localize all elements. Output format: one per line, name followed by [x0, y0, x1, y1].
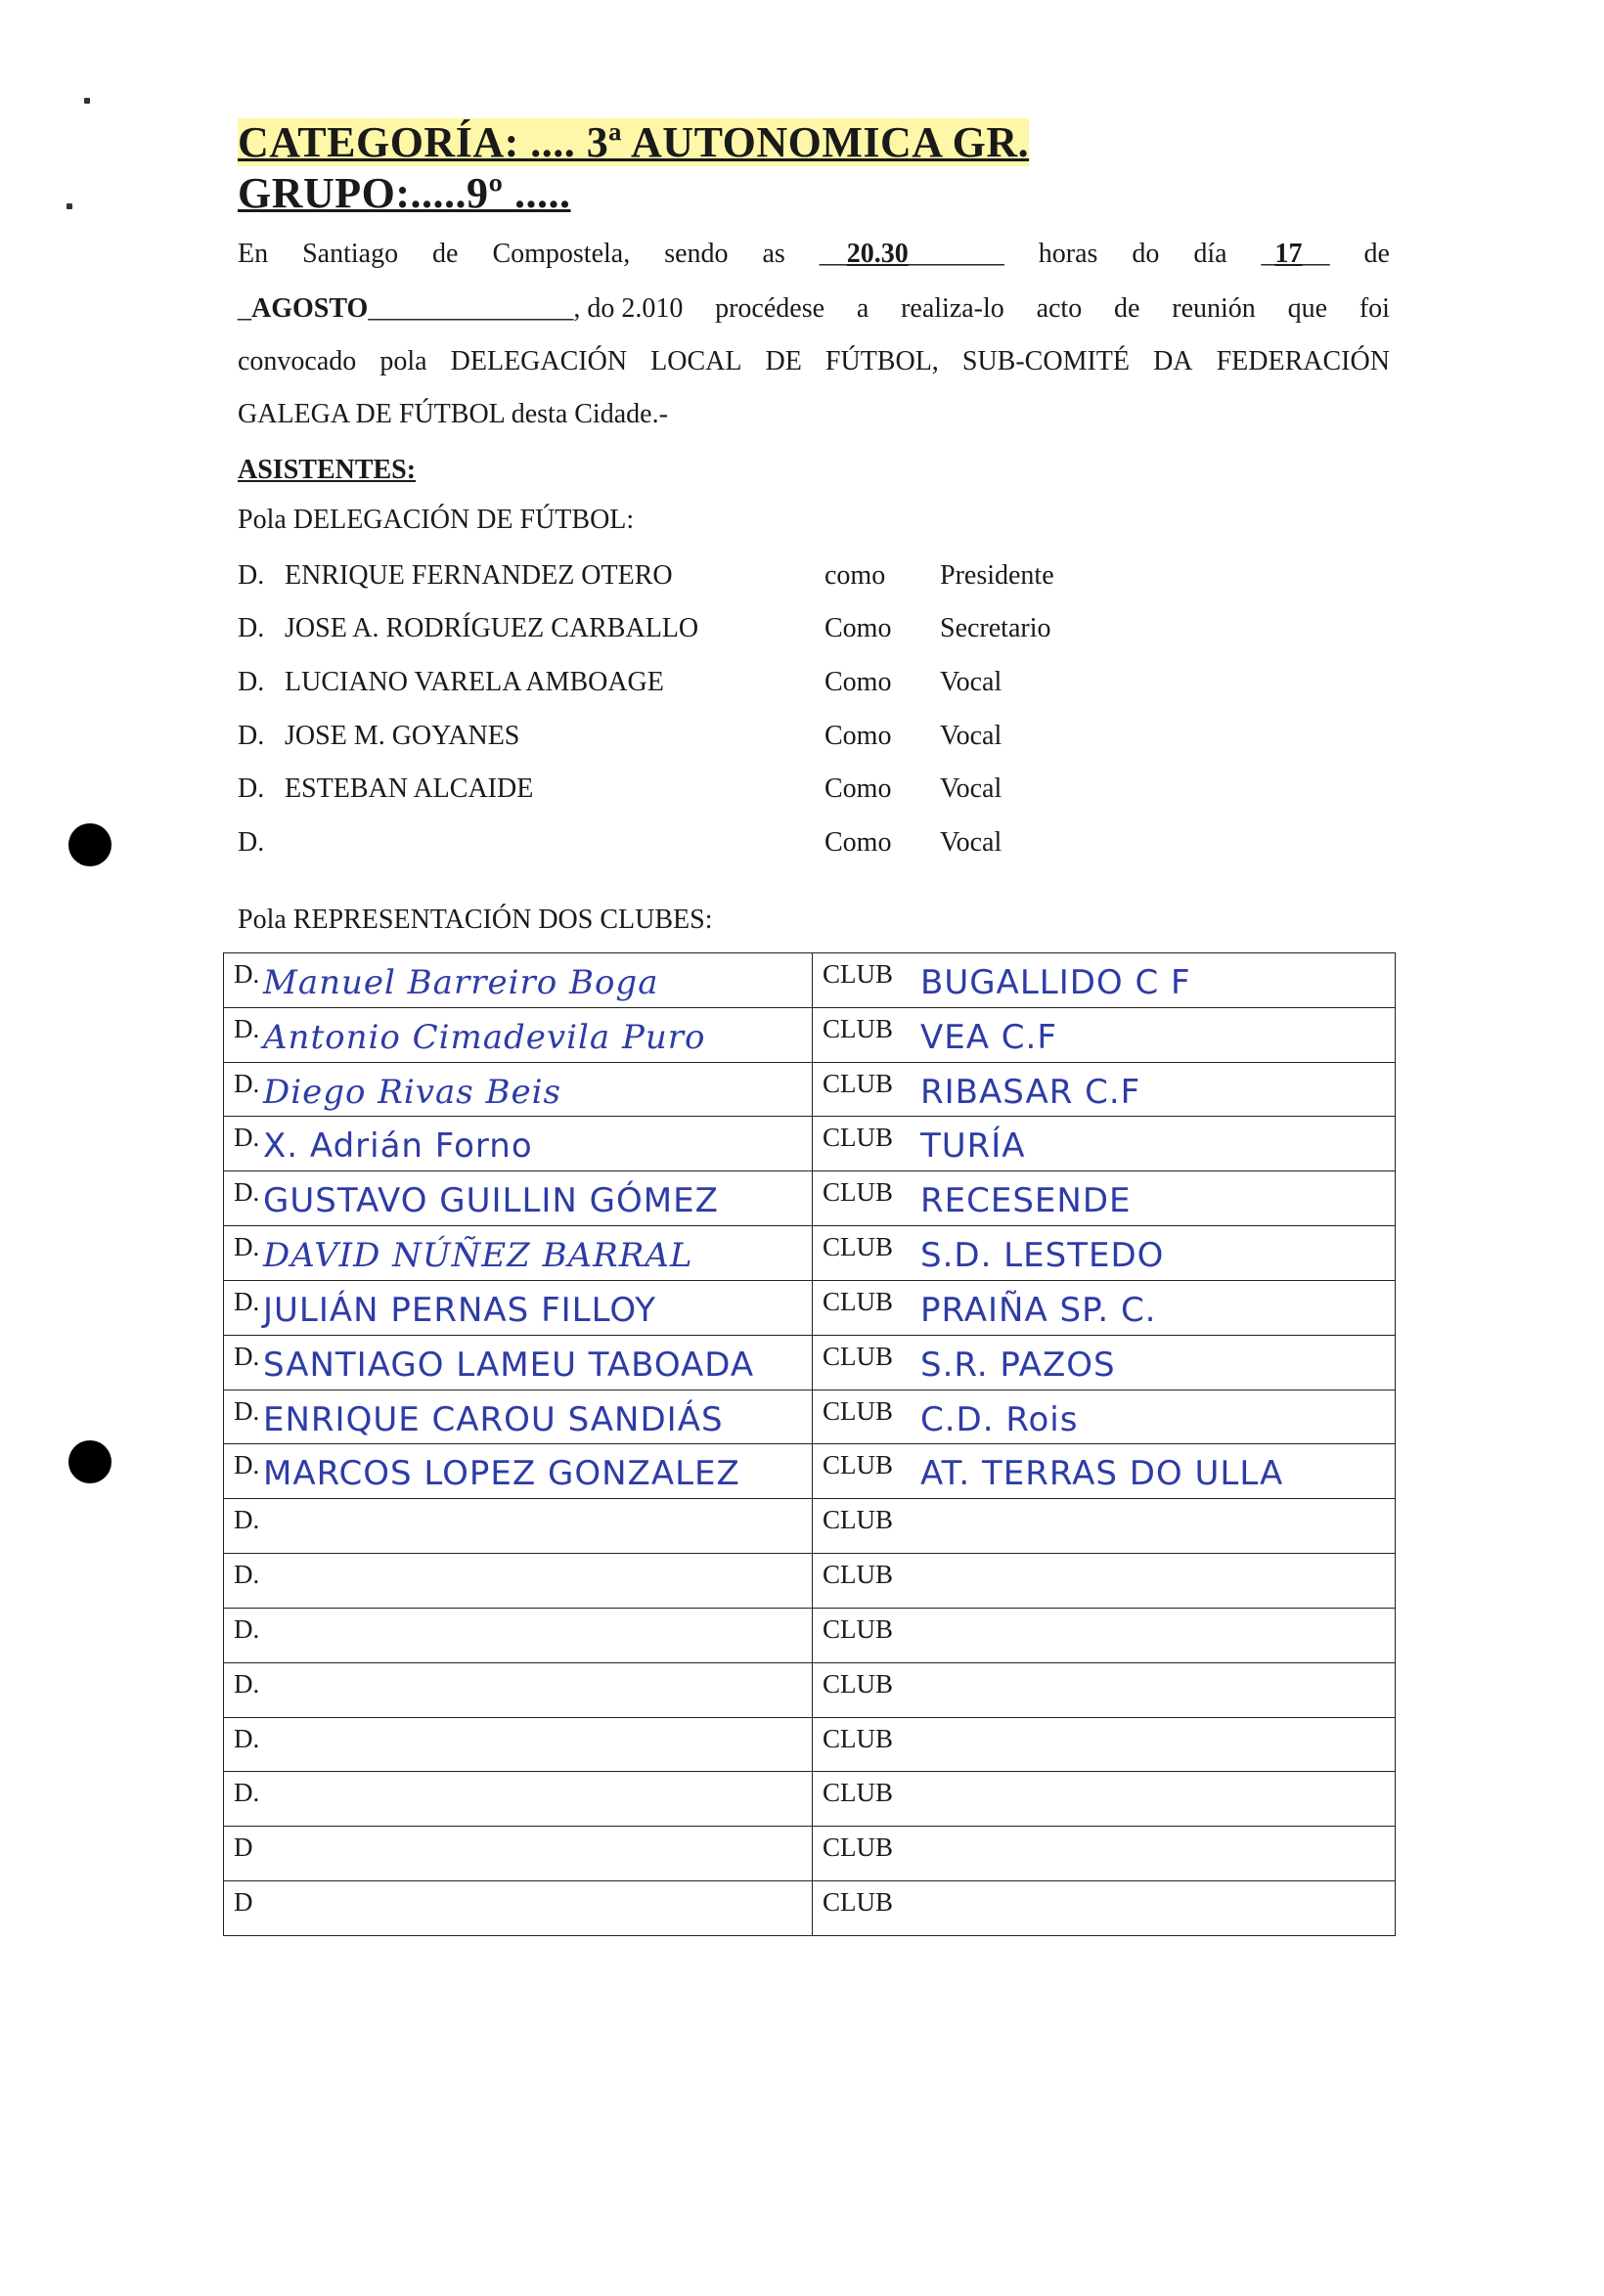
- delegacion-member: [238, 827, 1392, 859]
- member-como: Como: [824, 827, 892, 858]
- d-label: D.: [234, 1395, 260, 1426]
- representative-cell: [224, 1007, 813, 1062]
- club-label: CLUB: [823, 1668, 894, 1699]
- word: de: [1114, 293, 1140, 324]
- club-label: CLUB: [823, 1395, 894, 1426]
- club-cell: [813, 1554, 1396, 1609]
- club-label: CLUB: [823, 1450, 894, 1480]
- club-label: CLUB: [823, 959, 894, 989]
- representative-cell: [224, 1335, 813, 1390]
- handwritten-club: TURÍA: [920, 1126, 1026, 1167]
- word: foi: [1359, 293, 1390, 324]
- club-cell: [813, 1390, 1396, 1444]
- d-label: D.: [234, 1286, 260, 1316]
- intro-line-3: [238, 348, 1390, 375]
- word: as: [762, 239, 785, 269]
- club-row: [224, 1717, 1396, 1772]
- member-como: Como: [824, 667, 892, 697]
- club-cell: [813, 1662, 1396, 1717]
- d-label: D: [234, 1887, 253, 1918]
- representative-cell: [224, 1662, 813, 1717]
- word: horas: [1038, 239, 1098, 269]
- member-name: JOSE M. GOYANES: [285, 721, 520, 751]
- d-label: D.: [234, 1232, 260, 1262]
- member-role: Secretario: [940, 613, 1051, 643]
- word: de: [432, 239, 459, 269]
- member-como: Como: [824, 773, 892, 804]
- club-row: [224, 1390, 1396, 1444]
- club-cell: [813, 1062, 1396, 1117]
- word: realiza-lo: [901, 293, 1004, 324]
- representative-cell: [224, 1226, 813, 1281]
- handwritten-name: GUSTAVO GUILLIN GÓMEZ: [263, 1181, 719, 1221]
- dia-value: _17__: [1261, 239, 1330, 269]
- d-label: D.: [234, 1778, 260, 1808]
- representative-cell: [224, 1171, 813, 1226]
- handwritten-club: AT. TERRAS DO ULLA: [920, 1454, 1284, 1494]
- d-label: D.: [234, 1013, 260, 1043]
- representative-cell: [224, 1717, 813, 1772]
- club-row: [224, 1171, 1396, 1226]
- word: SUB-COMITÉ: [961, 346, 1130, 376]
- club-row: [224, 1554, 1396, 1609]
- representative-cell: [224, 1772, 813, 1827]
- word: que: [1287, 293, 1328, 324]
- clubes-label: Pola REPRESENTACIÓN DOS CLUBES:: [238, 905, 713, 935]
- member-d: D.: [238, 667, 265, 697]
- representative-cell: [224, 1881, 813, 1936]
- hora-value: __20.30_______: [819, 239, 1004, 269]
- intro-line-1: [238, 241, 1390, 268]
- word: Compostela,: [492, 239, 631, 269]
- club-label: CLUB: [823, 1013, 894, 1043]
- member-role: Vocal: [940, 667, 1002, 697]
- d-label: D: [234, 1832, 253, 1863]
- member-role: Vocal: [940, 773, 1002, 804]
- club-row: [224, 1280, 1396, 1335]
- word: DE: [765, 346, 802, 376]
- member-role: Presidente: [940, 560, 1054, 591]
- word: FEDERACIÓN: [1216, 346, 1390, 376]
- word: convocado: [238, 346, 357, 376]
- club-row: [224, 1772, 1396, 1827]
- club-label: CLUB: [823, 1723, 894, 1753]
- d-label: D.: [234, 1505, 260, 1535]
- club-row: [224, 1226, 1396, 1281]
- member-como: como: [824, 560, 886, 591]
- d-label: D.: [234, 1341, 260, 1371]
- club-cell: [813, 1280, 1396, 1335]
- handwritten-name: SANTIAGO LAMEU TABOADA: [263, 1345, 755, 1385]
- punch-hole: [68, 823, 111, 866]
- handwritten-club: C.D. Rois: [920, 1399, 1079, 1439]
- word: do: [1132, 239, 1160, 269]
- d-label: D.: [234, 1613, 260, 1644]
- club-label: CLUB: [823, 1560, 894, 1590]
- word: Santiago: [302, 239, 399, 269]
- member-name: ESTEBAN ALCAIDE: [285, 773, 534, 804]
- representative-cell: [224, 1062, 813, 1117]
- representative-cell: [224, 953, 813, 1008]
- club-cell: [813, 1117, 1396, 1171]
- club-label: CLUB: [823, 1232, 894, 1262]
- handwritten-club: PRAIÑA SP. C.: [920, 1290, 1157, 1330]
- club-cell: [813, 1827, 1396, 1881]
- club-row: [224, 1662, 1396, 1717]
- member-d: D.: [238, 827, 265, 858]
- handwritten-club: BUGALLIDO C F: [920, 963, 1191, 1002]
- word: día: [1193, 239, 1227, 269]
- club-label: CLUB: [823, 1286, 894, 1316]
- word: sendo: [664, 239, 729, 269]
- club-label: CLUB: [823, 1341, 894, 1371]
- club-row: [224, 1117, 1396, 1171]
- intro-line-4: GALEGA DE FÚTBOL desta Cidade.-: [238, 399, 668, 429]
- club-row: [224, 953, 1396, 1008]
- d-label: D.: [234, 1123, 260, 1153]
- club-cell: [813, 1881, 1396, 1936]
- club-label: CLUB: [823, 1177, 894, 1208]
- delegacion-label: Pola DELEGACIÓN DE FÚTBOL:: [238, 505, 635, 535]
- scan-speck: [67, 203, 72, 209]
- grupo-heading: GRUPO:.....9º .....: [238, 169, 571, 217]
- handwritten-name: Manuel Barreiro Boga: [263, 963, 659, 1002]
- club-row: [224, 1007, 1396, 1062]
- member-d: D.: [238, 773, 265, 804]
- club-cell: [813, 1499, 1396, 1554]
- d-label: D.: [234, 1723, 260, 1753]
- club-label: CLUB: [823, 1123, 894, 1153]
- representative-cell: [224, 1390, 813, 1444]
- club-row: [224, 1608, 1396, 1662]
- handwritten-name: Antonio Cimadevila Puro: [263, 1017, 706, 1057]
- member-d: D.: [238, 560, 265, 591]
- club-row: [224, 1335, 1396, 1390]
- delegacion-member: [238, 613, 1392, 644]
- club-row: [224, 1444, 1396, 1499]
- asistentes-title: ASISTENTES:: [238, 455, 417, 485]
- club-cell: [813, 1007, 1396, 1062]
- word: de: [1363, 239, 1390, 269]
- word: DA: [1153, 346, 1193, 376]
- word: acto: [1036, 293, 1083, 324]
- delegacion-member: [238, 667, 1392, 698]
- representative-cell: [224, 1608, 813, 1662]
- member-como: Como: [824, 613, 892, 643]
- member-d: D.: [238, 721, 265, 751]
- d-label: D.: [234, 959, 260, 989]
- club-cell: [813, 1608, 1396, 1662]
- member-role: Vocal: [940, 721, 1002, 751]
- handwritten-name: JULIÁN PERNAS FILLOY: [263, 1290, 657, 1330]
- representative-cell: [224, 1554, 813, 1609]
- word: FÚTBOL,: [824, 346, 939, 376]
- d-label: D.: [234, 1668, 260, 1699]
- word: a: [856, 293, 869, 324]
- handwritten-name: MARCOS LOPEZ GONZALEZ: [263, 1454, 740, 1494]
- member-como: Como: [824, 721, 892, 751]
- clubs-table: [223, 952, 1396, 1936]
- club-row: [224, 1881, 1396, 1936]
- word: En: [238, 239, 269, 269]
- club-cell: [813, 1335, 1396, 1390]
- representative-cell: [224, 1499, 813, 1554]
- member-name: LUCIANO VARELA AMBOAGE: [285, 667, 664, 697]
- punch-hole: [68, 1440, 111, 1483]
- handwritten-name: ENRIQUE CAROU SANDIÁS: [263, 1399, 724, 1439]
- delegacion-member: [238, 560, 1392, 592]
- representative-cell: [224, 1827, 813, 1881]
- d-label: D.: [234, 1450, 260, 1480]
- club-cell: [813, 1444, 1396, 1499]
- word: reunión: [1172, 293, 1256, 324]
- club-cell: [813, 1717, 1396, 1772]
- club-row: [224, 1062, 1396, 1117]
- representative-cell: [224, 1444, 813, 1499]
- handwritten-name: Diego Rivas Beis: [263, 1072, 561, 1112]
- club-cell: [813, 1171, 1396, 1226]
- handwritten-club: S.D. LESTEDO: [920, 1236, 1165, 1276]
- representative-cell: [224, 1280, 813, 1335]
- handwritten-name: X. Adrián Forno: [263, 1126, 533, 1167]
- representative-cell: [224, 1117, 813, 1171]
- d-label: D.: [234, 1560, 260, 1590]
- scan-speck: [84, 98, 90, 104]
- handwritten-club: S.R. PAZOS: [920, 1345, 1116, 1385]
- delegacion-member: [238, 721, 1392, 752]
- handwritten-club: RIBASAR C.F: [920, 1072, 1141, 1112]
- categoria-heading: CATEGORÍA: .... 3ª AUTONOMICA GR.: [238, 118, 1030, 166]
- word: LOCAL: [650, 346, 742, 376]
- intro-line-2: [238, 295, 1390, 323]
- word: DELEGACIÓN: [450, 346, 628, 376]
- d-label: D.: [234, 1068, 260, 1098]
- delegacion-member: [238, 773, 1392, 805]
- club-cell: [813, 1226, 1396, 1281]
- club-cell: [813, 1772, 1396, 1827]
- member-name: ENRIQUE FERNANDEZ OTERO: [285, 560, 673, 591]
- club-label: CLUB: [823, 1068, 894, 1098]
- word: procédese: [715, 293, 825, 324]
- club-label: CLUB: [823, 1832, 894, 1863]
- word: pola: [379, 346, 427, 376]
- club-label: CLUB: [823, 1505, 894, 1535]
- member-name: JOSE A. RODRÍGUEZ CARBALLO: [285, 613, 699, 643]
- handwritten-club: VEA C.F: [920, 1017, 1057, 1057]
- club-label: CLUB: [823, 1778, 894, 1808]
- club-label: CLUB: [823, 1613, 894, 1644]
- club-row: [224, 1827, 1396, 1881]
- handwritten-name: DAVID NÚÑEZ BARRAL: [263, 1236, 693, 1276]
- club-row: [224, 1499, 1396, 1554]
- member-role: Vocal: [940, 827, 1002, 858]
- d-label: D.: [234, 1177, 260, 1208]
- club-label: CLUB: [823, 1887, 894, 1918]
- club-cell: [813, 953, 1396, 1008]
- handwritten-club: RECESENDE: [920, 1181, 1132, 1221]
- mes-value: _AGOSTO_______________, do 2.010: [238, 293, 684, 324]
- member-d: D.: [238, 613, 265, 643]
